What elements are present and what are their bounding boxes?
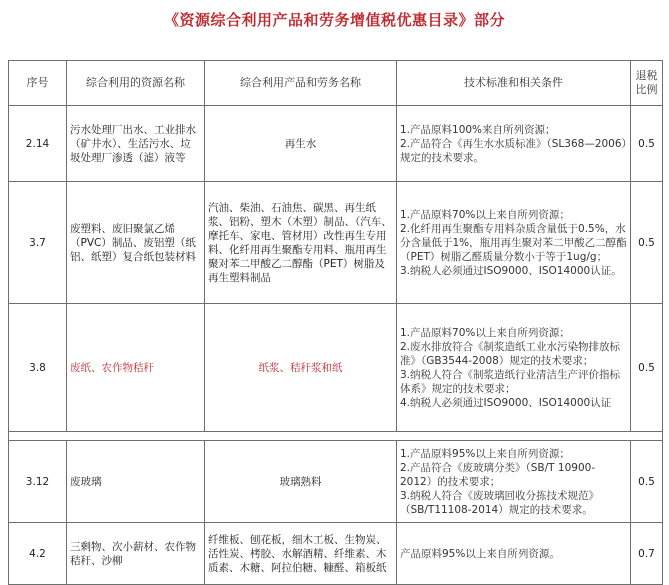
condition-line: 2.化纤用再生聚酯专用料杂质含量低于0.5%，水分含量低于1%，瓶用再生聚对苯二甲酸乙二醇酯（PET）树脂乙醛质量分数小于等于1ug/g；: [400, 222, 627, 263]
condition-line: 2.废水排放符合《制浆造纸工业水污染物排放标准》（GB3544-2008）规定的技术要求；: [400, 340, 621, 367]
condition-line: 4.纳税人必须通过ISO9000、ISO14000认证: [400, 396, 612, 409]
row-seq: 3.7: [9, 182, 67, 304]
condition-line: 1.产品原料70%以上来自所列资源；: [400, 208, 570, 221]
condition-line: 2.产品符合《废玻璃分类》（SB/T 10900-2012）的技术要求；: [400, 461, 596, 488]
condition-line: 3.纳税人必须通过ISO9000、ISO14000认证。: [400, 264, 622, 277]
row-product: 玻璃熟料: [205, 441, 397, 523]
condition-line: 产品原料95%以上来自所列资源。: [400, 547, 560, 560]
page-title: 《资源综合利用产品和劳务增值税优惠目录》部分: [163, 11, 505, 29]
row-seq: 3.8: [9, 304, 67, 432]
row-resource: 污水处理厂出水、工业排水（矿井水）、生活污水、垃圾处理厂渗透（滤）液等: [67, 106, 205, 182]
condition-line: 1.产品原料95%以上来自所列资源；: [400, 447, 570, 460]
condition-line: 1.产品原料100%来自所列资源；: [400, 123, 556, 136]
row-rate: 0.5: [631, 106, 663, 182]
row-rate: 0.5: [631, 182, 663, 304]
row-resource: 废玻璃: [67, 441, 205, 523]
condition-line: 3.纳税人符合《制浆造纸行业清洁生产评价指标体系》规定的技术要求；: [400, 368, 621, 395]
header-rate: 退税比例: [631, 61, 663, 106]
table-header-row: [9, 61, 663, 106]
row-seq: 4.2: [9, 523, 67, 585]
row-resource: 三剩物、次小薪材、农作物秸秆、沙柳: [67, 523, 205, 585]
table-row: [9, 523, 663, 585]
header-seq: 序号: [9, 61, 67, 106]
row-conditions: [397, 441, 631, 523]
table-row: [9, 106, 663, 182]
row-rate: 0.5: [631, 441, 663, 523]
row-conditions: [397, 304, 631, 432]
row-resource: 废纸、农作物秸秆: [67, 304, 205, 432]
condition-line: 1.产品原料70%以上来自所列资源；: [400, 326, 570, 339]
row-product: 纤维板、刨花板，细木工板、生物炭、活性炭、栲胶、水解酒精、纤维素、木质素、木糖、阿拉伯糖、糠醛、箱板纸: [205, 523, 397, 585]
row-seq: 3.12: [9, 441, 67, 523]
table-row: [9, 182, 663, 304]
row-product: 纸浆、秸秆浆和纸: [205, 304, 397, 432]
row-product: 汽油、柴油、石油焦、碳黑、再生纸浆、铝粉、塑木（木塑）制品、（汽车、摩托车、家电、管材用）改性再生专用料、化纤用再生聚酯专用料、瓶用再生聚对苯二甲酸乙二醇酯（PET）树脂及再生塑料制品: [205, 182, 397, 304]
row-conditions: [397, 106, 631, 182]
row-seq: 2.14: [9, 106, 67, 182]
table-row: [9, 304, 663, 432]
row-gap: [9, 432, 663, 441]
condition-line: 3.纳税人符合《废玻璃回收分拣技术规范》（SB/T11108-2014）规定的技术要求。: [400, 489, 600, 516]
condition-line: 2.产品符合《再生水水质标准》（SL368—2006）规定的技术要求。: [400, 137, 627, 164]
preferential-catalog-table: [8, 60, 663, 585]
row-rate: 0.5: [631, 304, 663, 432]
row-resource: 废塑料、废旧聚氯乙烯（PVC）制品、废铝塑（纸铝、纸塑）复合纸包装材料: [67, 182, 205, 304]
table-row: [9, 441, 663, 523]
header-standard: 技术标准和相关条件: [397, 61, 631, 106]
row-conditions: [397, 182, 631, 304]
row-product: 再生水: [205, 106, 397, 182]
header-resource: 综合利用的资源名称: [67, 61, 205, 106]
row-rate: 0.7: [631, 523, 663, 585]
header-product: 综合利用产品和劳务名称: [205, 61, 397, 106]
row-conditions: [397, 523, 631, 585]
